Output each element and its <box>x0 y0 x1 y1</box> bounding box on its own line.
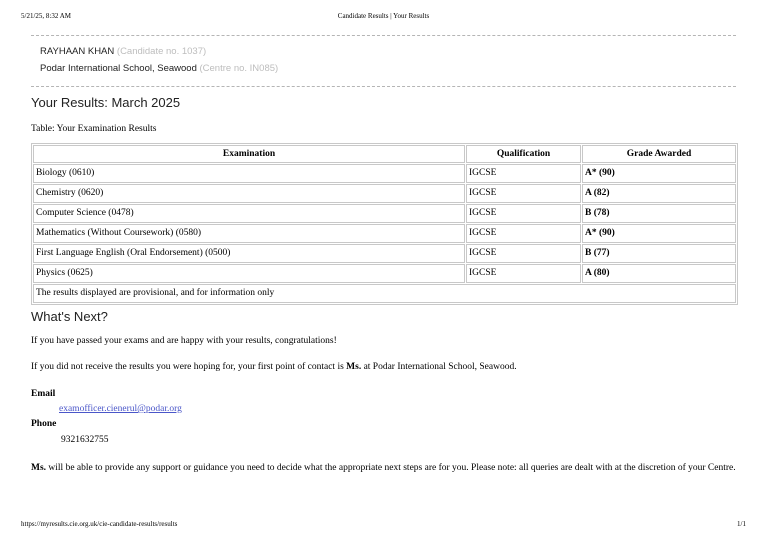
results-heading: Your Results: March 2025 <box>31 95 181 110</box>
phone-label: Phone <box>31 419 57 429</box>
exam-cell: Physics (0625) <box>33 264 465 283</box>
qualification-cell: IGCSE <box>466 224 581 243</box>
table-row <box>33 224 736 243</box>
email-link[interactable]: examofficer.cienerul@podar.org <box>59 404 182 414</box>
results-table <box>31 143 738 305</box>
qualification-cell: IGCSE <box>466 204 581 223</box>
table-row <box>33 164 736 183</box>
table-header-row <box>33 145 736 163</box>
qualification-cell: IGCSE <box>466 244 581 263</box>
centre-line <box>40 63 278 74</box>
contact-name: Ms. <box>346 362 362 372</box>
exam-cell: Computer Science (0478) <box>33 204 465 223</box>
qualification-cell: IGCSE <box>466 264 581 283</box>
whats-next-heading: What's Next? <box>31 309 108 324</box>
grade-cell: A* (90) <box>582 224 736 243</box>
page-number: 1/1 <box>737 520 746 528</box>
candidate-name: RAYHAAN KHAN <box>40 46 115 57</box>
contact-prefix: If you did not receive the results you were hoping for, your first point of contact is <box>31 362 347 372</box>
centre-number: (Centre no. IN085) <box>199 63 279 74</box>
table-caption: Table: Your Examination Results <box>31 124 157 134</box>
candidate-line <box>40 46 206 57</box>
table-row <box>33 264 736 283</box>
guidance-text: will be able to provide any support or guidance you need to decide what the appropriate next steps are for you. Please note: all queries are dealt with at the discretion of your Centre. <box>46 463 736 473</box>
print-datetime: 5/21/25, 8:32 AM <box>21 12 71 20</box>
grade-cell: A (82) <box>582 184 736 203</box>
exam-cell: Chemistry (0620) <box>33 184 465 203</box>
grade-cell: B (78) <box>582 204 736 223</box>
grade-cell: A (80) <box>582 264 736 283</box>
contact-suffix: at Podar International School, Seawood. <box>361 362 517 372</box>
email-label: Email <box>31 389 56 399</box>
exam-cell: Mathematics (Without Coursework) (0580) <box>33 224 465 243</box>
grade-cell: B (77) <box>582 244 736 263</box>
qualification-cell: IGCSE <box>466 184 581 203</box>
contact-paragraph <box>31 362 517 372</box>
qualification-cell: IGCSE <box>466 164 581 183</box>
exam-cell: First Language English (Oral Endorsement) (0500) <box>33 244 465 263</box>
divider-top <box>31 35 736 36</box>
grade-cell: A* (90) <box>582 164 736 183</box>
col-grade: Grade Awarded <box>582 145 736 163</box>
table-footnote: The results displayed are provisional, and for information only <box>33 284 736 303</box>
congrats-paragraph: If you have passed your exams and are happy with your results, congratulations! <box>31 336 337 346</box>
col-examination: Examination <box>33 145 465 163</box>
exam-cell: Biology (0610) <box>33 164 465 183</box>
candidate-number: (Candidate no. 1037) <box>116 46 207 57</box>
school-name: Podar International School, Seawood <box>40 63 197 74</box>
guidance-paragraph <box>31 460 741 477</box>
table-row <box>33 204 736 223</box>
print-url: https://myresults.cie.org.uk/cie-candidate-results/results <box>21 520 178 528</box>
print-title: Candidate Results | Your Results <box>337 12 430 20</box>
col-qualification: Qualification <box>466 145 581 163</box>
guidance-contact-name: Ms. <box>31 463 47 473</box>
table-row <box>33 244 736 263</box>
phone-number: 9321632755 <box>61 435 109 445</box>
table-row <box>33 184 736 203</box>
table-footnote-row <box>33 284 736 303</box>
divider-bottom <box>31 86 736 87</box>
